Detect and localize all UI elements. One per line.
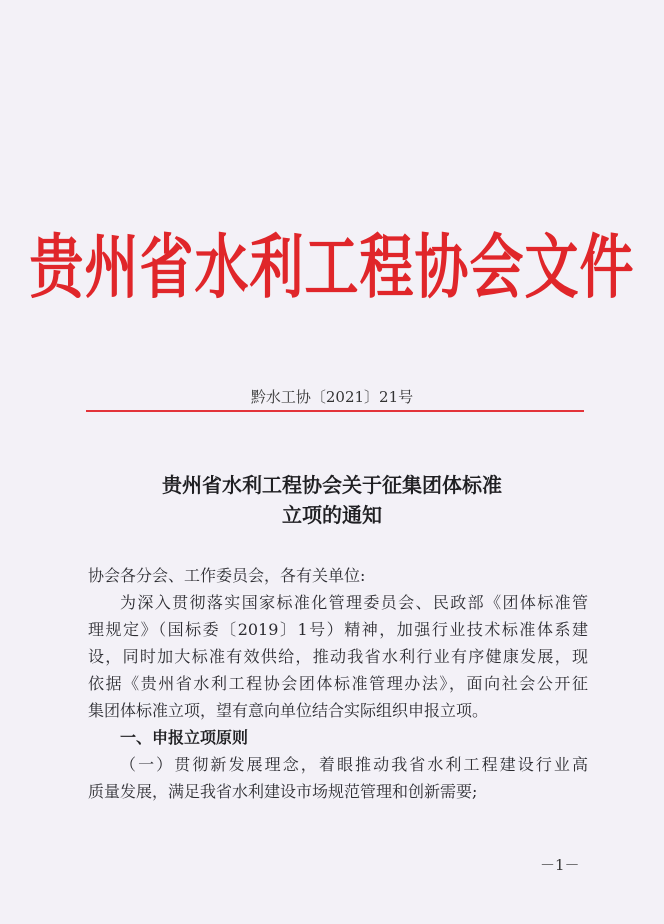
salutation: 协会各分会、工作委员会，各有关单位: bbox=[88, 566, 366, 585]
section-heading: 一、申报立项原则 bbox=[120, 728, 249, 747]
notice-title-line-2: 立项的通知 bbox=[282, 503, 382, 527]
item-line: 质量发展，满足我省水利建设市场规范管理和创新需要; bbox=[88, 782, 478, 801]
document-number: 黔水工协〔2021〕21号 bbox=[250, 388, 414, 406]
paragraph-line: 理规定》（国标委〔2019〕1号）精神，加强行业技术标准体系建 bbox=[88, 620, 588, 639]
document-body bbox=[88, 562, 588, 805]
paragraph-line: 设，同时加大标准有效供给，推动我省水利行业有序健康发展，现 bbox=[88, 647, 588, 666]
paragraph-line: 集团体标准立项，望有意向单位结合实际组织申报立项。 bbox=[88, 701, 489, 720]
item-line: （一）贯彻新发展理念，着眼推动我省水利工程建设行业高 bbox=[120, 755, 588, 774]
notice-title-line-1: 贵州省水利工程协会关于征集团体标准 bbox=[162, 473, 502, 497]
red-divider-line bbox=[86, 410, 584, 412]
paragraph-line: 为深入贯彻落实国家标准化管理委员会、民政部《团体标准管 bbox=[120, 593, 588, 612]
paragraph-line: 依据《贵州省水利工程协会团体标准管理办法》，面向社会公开征 bbox=[88, 674, 588, 693]
page-number: －1－ bbox=[540, 856, 580, 874]
letterhead-title: 贵州省水利工程协会文件 bbox=[29, 225, 635, 308]
notice-title bbox=[0, 470, 664, 530]
